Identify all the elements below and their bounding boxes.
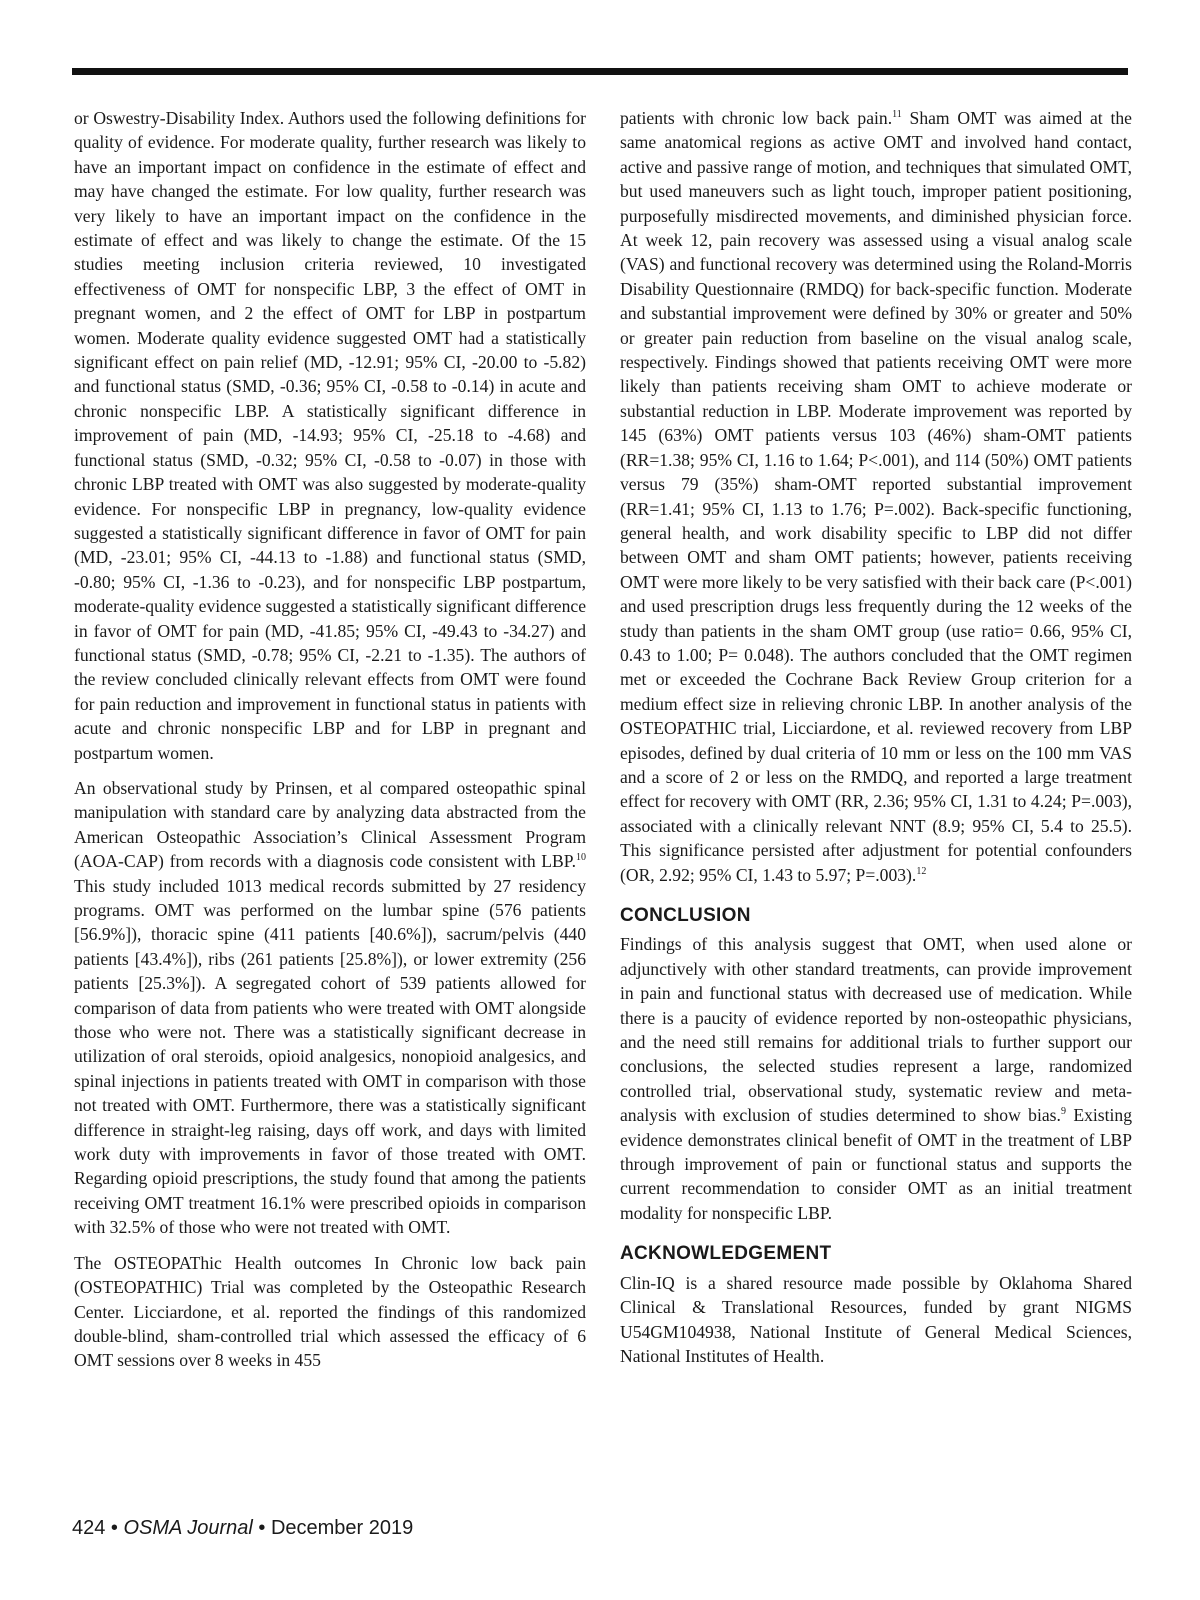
paragraph-text: patients with chronic low back pain.	[620, 108, 893, 128]
paragraph-text: Existing evidence demonstrates clinical benefit of OMT in the treatment of LBP through improvement of pain or functional status and supports the current recommendation to consider OMT as an initial treatment modality for nonspecific LBP.	[620, 1105, 1132, 1223]
paragraph-conclusion	[620, 932, 1132, 1225]
left-column	[74, 106, 586, 1384]
footer-separator: •	[105, 1517, 124, 1539]
reference-superscript: 10	[576, 852, 586, 864]
reference-superscript: 11	[892, 109, 902, 121]
paragraph-review-summary	[74, 106, 586, 765]
reference-superscript: 9	[1060, 1106, 1066, 1118]
page-footer	[72, 1517, 413, 1540]
paragraph-text: An observational study by Prinsen, et al compared osteopathic spinal manipulation with standard care by analyzing data abstracted from the American Osteopathic Association’s Clinical Assessment Program (AOA-CAP) from records with a diagnosis code consistent with LBP.	[74, 777, 586, 872]
journal-name: OSMA Journal	[123, 1517, 253, 1539]
header-rule	[72, 68, 1128, 75]
paragraph-text: Clin-IQ is a shared resource made possible by Oklahoma Shared Clinical & Translational Resources, funded by grant NIGMS U54GM104938, National Institute of General Medical Sciences, National Institutes of Health.	[620, 1272, 1132, 1366]
reference-superscript: 12	[916, 865, 927, 877]
conclusion-heading: CONCLUSION	[620, 905, 751, 926]
paragraph-trial-results	[620, 106, 1132, 887]
paragraph-text: or Oswestry-Disability Index. Authors used the following definitions for quality of evidence. For moderate quality, further research was likely to have an important impact on confidence in the estimate of effect and may have changed the estimate. For low quality, further research was very likely to have an important impact on the confidence in the estimate of effect and was likely to change the estimate. Of the 15 studies meeting inclusion criteria reviewed, 10 investigated effectiveness of OMT for nonspecific LBP, 3 the effect of OMT in pregnant women, and 2 the effect of OMT for LBP in postpartum women. Moderate quality evidence suggested OMT had a statistically significant effect on pain relief (MD, -12.91; 95% CI, -20.00 to -5.82) and functional status (SMD, -0.36; 95% CI, -0.58 to -0.14) in acute and chronic nonspecific LBP. A statistically significant difference in improvement of pain (MD, -14.93; 95% CI, -25.18 to -4.68) and functional status (SMD, -0.32; 95% CI, -0.58 to -0.07) in those with chronic LBP treated with OMT was also suggested by moderate-quality evidence. For nonspecific LBP in pregnancy, low-quality evidence suggested a statistically significant difference in favor of OMT for pain (MD, -23.01; 95% CI, -44.13 to -1.88) and functional status (SMD, -0.80; 95% CI, -1.36 to -0.23), and for nonspecific LBP postpartum, moderate-quality evidence suggested a statistically significant difference in favor of OMT for pain (MD, -41.85; 95% CI, -49.43 to -34.27) and functional status (SMD, -0.78; 95% CI, -2.21 to -1.35). The authors of the review concluded clinically relevant effects from OMT were found for pain reduction and improvement in functional status in patients with acute and chronic nonspecific LBP and for LBP in pregnant and postpartum women.	[74, 108, 586, 763]
footer-separator: •	[252, 1517, 271, 1539]
paragraph-observational-study	[74, 776, 586, 1240]
paragraph-text: This study included 1013 medical records submitted by 27 residency programs. OMT was performed on the lumbar spine (576 patients [56.9%]), thoracic spine (411 patients [40.6%]), sacrum/pelvis (440 patients [43.4%]), ribs (261 patients [25.8%]), or lower extremity (256 patients [25.3%]). A segregated cohort of 539 patients allowed for comparison of data from patients who were treated with OMT alongside those who were not. There was a statistically significant decrease in utilization of oral steroids, opioid analgesics, nonopioid analgesics, and spinal injections in patients treated with OMT in comparison with those not treated with OMT. Furthermore, there was a statistically significant difference in straight-leg raising, days off work, and days with limited work duty with improvements in favor of those treated with OMT. Regarding opioid prescriptions, the study found that among the patients receiving OMT treatment 16.1% were prescribed opioids in comparison with 32.5% of those who were not treated with OMT.	[74, 875, 586, 1238]
right-column	[620, 106, 1132, 1379]
issue-date: December 2019	[270, 1517, 414, 1539]
paragraph-text: The OSTEOPAThic Health outcomes In Chronic low back pain (OSTEOPATHIC) Trial was completed by the Osteopathic Research Center. Licciardone, et al. reported the findings of this randomized double-blind, sham-controlled trial which assessed the efficacy of 6 OMT sessions over 8 weeks in 455	[74, 1252, 586, 1371]
paragraph-osteopathic-trial	[74, 1251, 586, 1373]
paragraph-text: Findings of this analysis suggest that OMT, when used alone or adjunctively with other standard treatments, can provide improvement in pain and functional status with decreased use of medication. While there is a paucity of evidence reported by non-osteopathic physicians, and the need still remains for additional trials to further support our conclusions, the selected studies represent a large, randomized controlled trial, observational study, systematic review and meta-analysis with exclusion of studies determined to show bias.	[620, 934, 1132, 1126]
paragraph-acknowledgement	[620, 1271, 1132, 1369]
page-number: 424	[72, 1517, 106, 1539]
paragraph-text: Sham OMT was aimed at the same anatomical regions as active OMT and involved hand contact, active and passive range of motion, and techniques that simulated OMT, but used maneuvers such as light touch, improper patient positioning, purposefully misdirected movements, and diminished physician force. At week 12, pain recovery was assessed using a visual analog scale (VAS) and functional recovery was determined using the Roland-Morris Disability Questionnaire (RMDQ) for back-specific function. Moderate and substantial improvement were defined by 30% or greater and 50% or greater pain reduction from baseline on the visual analog scale, respectively. Findings showed that patients receiving OMT were more likely than patients receiving sham OMT to achieve moderate or substantial reduction in LBP. Moderate improvement was reported by 145 (63%) OMT patients versus 103 (46%) sham-OMT patients (RR=1.38; 95% CI, 1.16 to 1.64; P<.001), and 114 (50%) OMT patients versus 79 (35%) sham-OMT reported substantial improvement (RR=1.41; 95% CI, 1.13 to 1.76; P=.002). Back-specific functioning, general health, and work disability specific to LBP did not differ between OMT and sham OMT patients; however, patients receiving OMT were more likely to be very satisfied with their back care (P<.001) and used prescription drugs less frequently during the 12 weeks of the study than patients in the sham OMT group (use ratio= 0.66, 95% CI, 0.43 to 1.00; P= 0.048). The authors concluded that the OMT regimen met or exceeded the Cochrane Back Review Group criterion for a medium effect size in relieving chronic LBP. In another analysis of the OSTEOPATHIC trial, Licciardone, et al. reviewed recovery from LBP episodes, defined by dual criteria of 10 mm or less on the 100 mm VAS and a score of 2 or less on the RMDQ, and reported a large treatment effect for recovery with OMT (RR, 2.36; 95% CI, 1.31 to 4.24; P=.003), associated with a clinically relevant NNT (8.9; 95% CI, 5.4 to 25.5). This significance persisted after adjustment for potential confounders (OR, 2.92; 95% CI, 1.43 to 5.97; P=.003).	[620, 108, 1132, 885]
acknowledgement-heading: ACKNOWLEDGEMENT	[620, 1243, 832, 1265]
